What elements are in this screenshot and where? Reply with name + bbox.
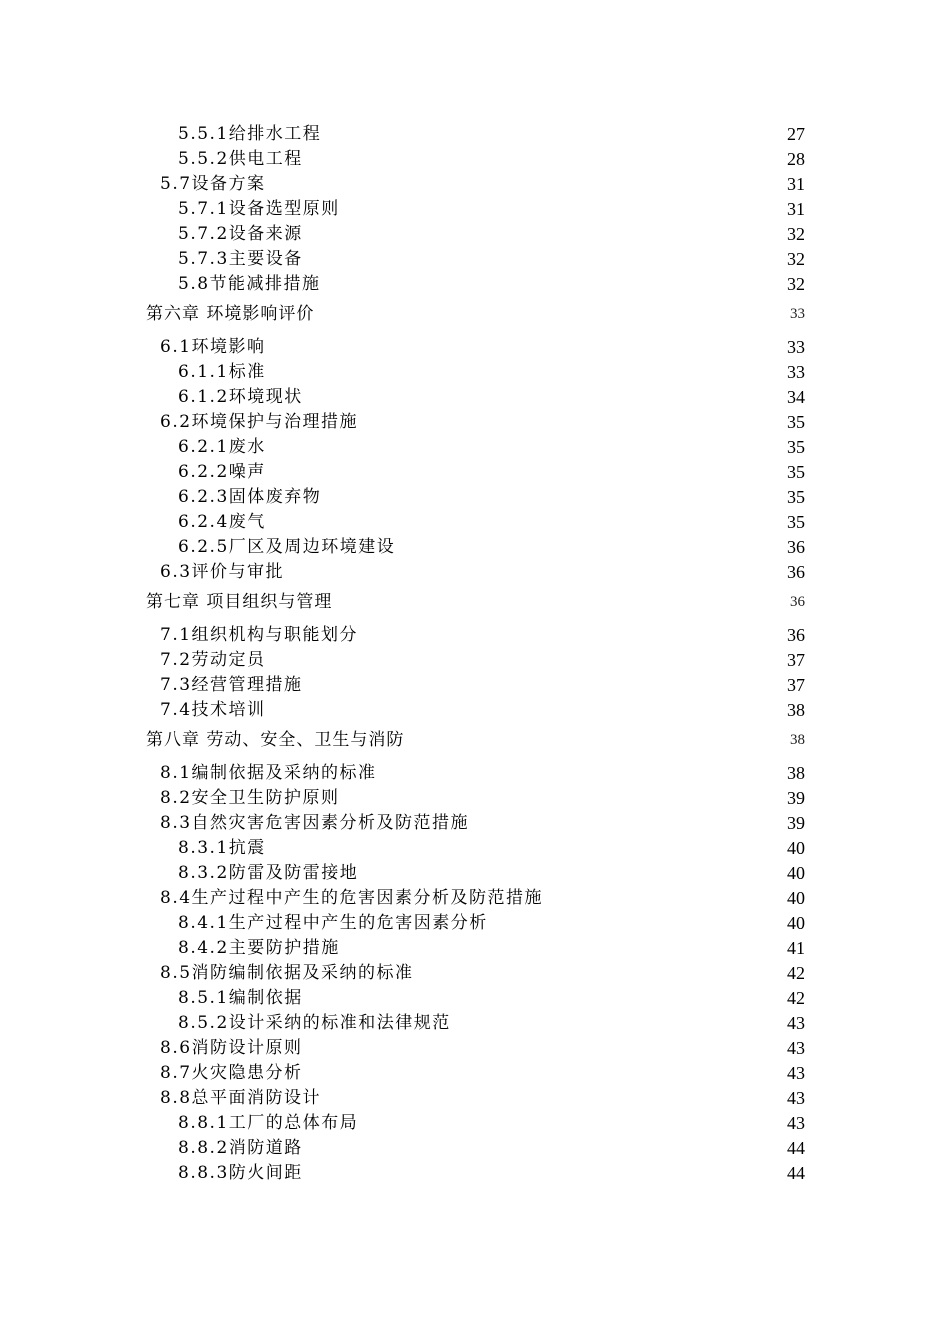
toc-entry-page-number: 38	[787, 700, 805, 720]
toc-entry-page-number: 37	[787, 675, 805, 695]
toc-entry-title: 第六章 环境影响评价	[146, 304, 315, 324]
toc-entry-page-number: 40	[787, 863, 805, 883]
toc-entry	[0, 786, 950, 811]
toc-entry-title: 5.7.1设备选型原则	[178, 199, 340, 219]
toc-entry-page-number: 43	[787, 1038, 805, 1058]
toc-entry-page-number: 28	[787, 149, 805, 169]
toc-entry-page-number: 35	[787, 487, 805, 507]
toc-entry-title: 8.3.1抗震	[178, 838, 266, 858]
toc-entry-page-number: 42	[787, 963, 805, 983]
toc-entry	[0, 836, 950, 861]
toc-entry-page-number: 40	[787, 838, 805, 858]
toc-entry-page-number: 33	[787, 362, 805, 382]
toc-entry-title: 8.5消防编制依据及采纳的标准	[160, 963, 414, 983]
toc-entry-title: 6.1.2环境现状	[178, 387, 303, 407]
toc-entry-title: 5.5.2供电工程	[178, 149, 303, 169]
toc-entry-title: 7.3经营管理措施	[160, 675, 303, 695]
toc-entry-page-number: 39	[787, 788, 805, 808]
toc-entry-title: 6.2.3固体废弃物	[178, 487, 322, 507]
toc-entry-page-number: 43	[787, 1013, 805, 1033]
toc-entry-title: 8.8.2消防道路	[178, 1138, 303, 1158]
toc-entry-title: 8.3.2防雷及防雷接地	[178, 863, 359, 883]
toc-entry	[0, 936, 950, 961]
toc-entry-title: 8.5.1编制依据	[178, 988, 303, 1008]
toc-entry	[0, 648, 950, 673]
toc-entry-page-number: 34	[787, 387, 805, 407]
toc-entry	[0, 673, 950, 698]
toc-entry	[0, 1111, 950, 1136]
toc-entry-title: 5.5.1给排水工程	[178, 124, 322, 144]
toc-entry-title: 5.8节能减排措施	[178, 274, 321, 294]
toc-entry	[0, 197, 950, 222]
toc-entry-page-number: 38	[787, 763, 805, 783]
toc-entry-page-number: 35	[787, 437, 805, 457]
toc-entry	[0, 485, 950, 510]
toc-entry-title: 7.1组织机构与职能划分	[160, 625, 359, 645]
toc-entry-title: 6.2.1废水	[178, 437, 266, 457]
toc-entry	[0, 510, 950, 535]
toc-entry	[0, 986, 950, 1011]
toc-entry	[0, 385, 950, 410]
toc-entry-page-number: 43	[787, 1088, 805, 1108]
toc-entry-title: 6.2环境保护与治理措施	[160, 412, 359, 432]
toc-entry-page-number: 32	[787, 249, 805, 269]
toc-entry	[0, 172, 950, 197]
toc-entry-page-number: 33	[790, 306, 805, 322]
toc-entry-page-number: 31	[787, 199, 805, 219]
toc-entry-page-number: 33	[787, 337, 805, 357]
toc-entry-page-number: 38	[790, 732, 805, 748]
toc-entry-title: 6.2.2噪声	[178, 462, 266, 482]
toc-entry-title: 6.1.1标准	[178, 362, 266, 382]
toc-entry	[0, 761, 950, 786]
toc-entry	[0, 247, 950, 272]
toc-entry	[0, 535, 950, 560]
toc-entry-page-number: 44	[787, 1138, 805, 1158]
toc-entry	[0, 360, 950, 385]
toc-entry-title: 6.2.4废气	[178, 512, 266, 532]
toc-entry-page-number: 37	[787, 650, 805, 670]
toc-entry	[0, 560, 950, 585]
toc-entry-page-number: 36	[787, 537, 805, 557]
toc-entry-title: 7.4技术培训	[160, 700, 266, 720]
toc-entry-page-number: 36	[790, 594, 805, 610]
toc-entry-page-number: 36	[787, 562, 805, 582]
toc-entry	[0, 272, 950, 297]
toc-entry-title: 6.2.5厂区及周边环境建设	[178, 537, 396, 557]
toc-chapter-entry	[0, 727, 950, 761]
toc-entry	[0, 623, 950, 648]
toc-entry-title: 5.7.2设备来源	[178, 224, 303, 244]
toc-entry	[0, 1086, 950, 1111]
toc-entry-title: 6.1环境影响	[160, 337, 266, 357]
toc-entry	[0, 410, 950, 435]
table-of-contents	[0, 122, 950, 1186]
toc-entry	[0, 1061, 950, 1086]
toc-entry	[0, 811, 950, 836]
toc-entry-title: 8.8总平面消防设计	[160, 1088, 322, 1108]
toc-entry	[0, 1136, 950, 1161]
toc-entry-title: 8.8.1工厂的总体布局	[178, 1113, 359, 1133]
toc-entry	[0, 911, 950, 936]
toc-entry-title: 5.7.3主要设备	[178, 249, 303, 269]
toc-entry-page-number: 27	[787, 124, 805, 144]
toc-entry-title: 7.2劳动定员	[160, 650, 266, 670]
toc-entry	[0, 861, 950, 886]
toc-entry-page-number: 43	[787, 1113, 805, 1133]
toc-entry-page-number: 40	[787, 888, 805, 908]
toc-chapter-entry	[0, 301, 950, 335]
toc-entry	[0, 1036, 950, 1061]
toc-entry-title: 8.5.2设计采纳的标准和法律规范	[178, 1013, 451, 1033]
toc-entry-title: 8.7火灾隐患分析	[160, 1063, 303, 1083]
toc-entry-title: 8.1编制依据及采纳的标准	[160, 763, 377, 783]
toc-entry-page-number: 35	[787, 462, 805, 482]
toc-entry	[0, 147, 950, 172]
toc-entry-title: 第八章 劳动、安全、卫生与消防	[146, 730, 405, 750]
toc-entry-page-number: 31	[787, 174, 805, 194]
toc-entry	[0, 435, 950, 460]
toc-entry	[0, 1161, 950, 1186]
toc-entry-page-number: 39	[787, 813, 805, 833]
toc-entry	[0, 1011, 950, 1036]
toc-entry	[0, 460, 950, 485]
toc-entry	[0, 886, 950, 911]
toc-entry	[0, 222, 950, 247]
toc-entry-title: 第七章 项目组织与管理	[146, 592, 333, 612]
toc-entry-page-number: 35	[787, 512, 805, 532]
toc-entry-title: 6.3评价与审批	[160, 562, 285, 582]
toc-entry-title: 5.7设备方案	[160, 174, 266, 194]
toc-entry	[0, 335, 950, 360]
toc-entry-title: 8.4.2主要防护措施	[178, 938, 340, 958]
toc-entry	[0, 698, 950, 723]
toc-chapter-entry	[0, 589, 950, 623]
toc-entry-page-number: 32	[787, 274, 805, 294]
toc-entry	[0, 961, 950, 986]
toc-entry-page-number: 42	[787, 988, 805, 1008]
toc-entry-page-number: 32	[787, 224, 805, 244]
toc-entry-page-number: 44	[787, 1163, 805, 1183]
toc-entry-title: 8.3自然灾害危害因素分析及防范措施	[160, 813, 470, 833]
toc-entry-title: 8.4.1生产过程中产生的危害因素分析	[178, 913, 488, 933]
toc-entry-page-number: 36	[787, 625, 805, 645]
toc-entry-title: 8.2安全卫生防护原则	[160, 788, 340, 808]
toc-entry-page-number: 35	[787, 412, 805, 432]
toc-entry-page-number: 43	[787, 1063, 805, 1083]
toc-entry	[0, 122, 950, 147]
toc-entry-page-number: 40	[787, 913, 805, 933]
toc-entry-title: 8.6消防设计原则	[160, 1038, 303, 1058]
toc-entry-page-number: 41	[787, 938, 805, 958]
toc-entry-title: 8.8.3防火间距	[178, 1163, 303, 1183]
toc-entry-title: 8.4生产过程中产生的危害因素分析及防范措施	[160, 888, 544, 908]
